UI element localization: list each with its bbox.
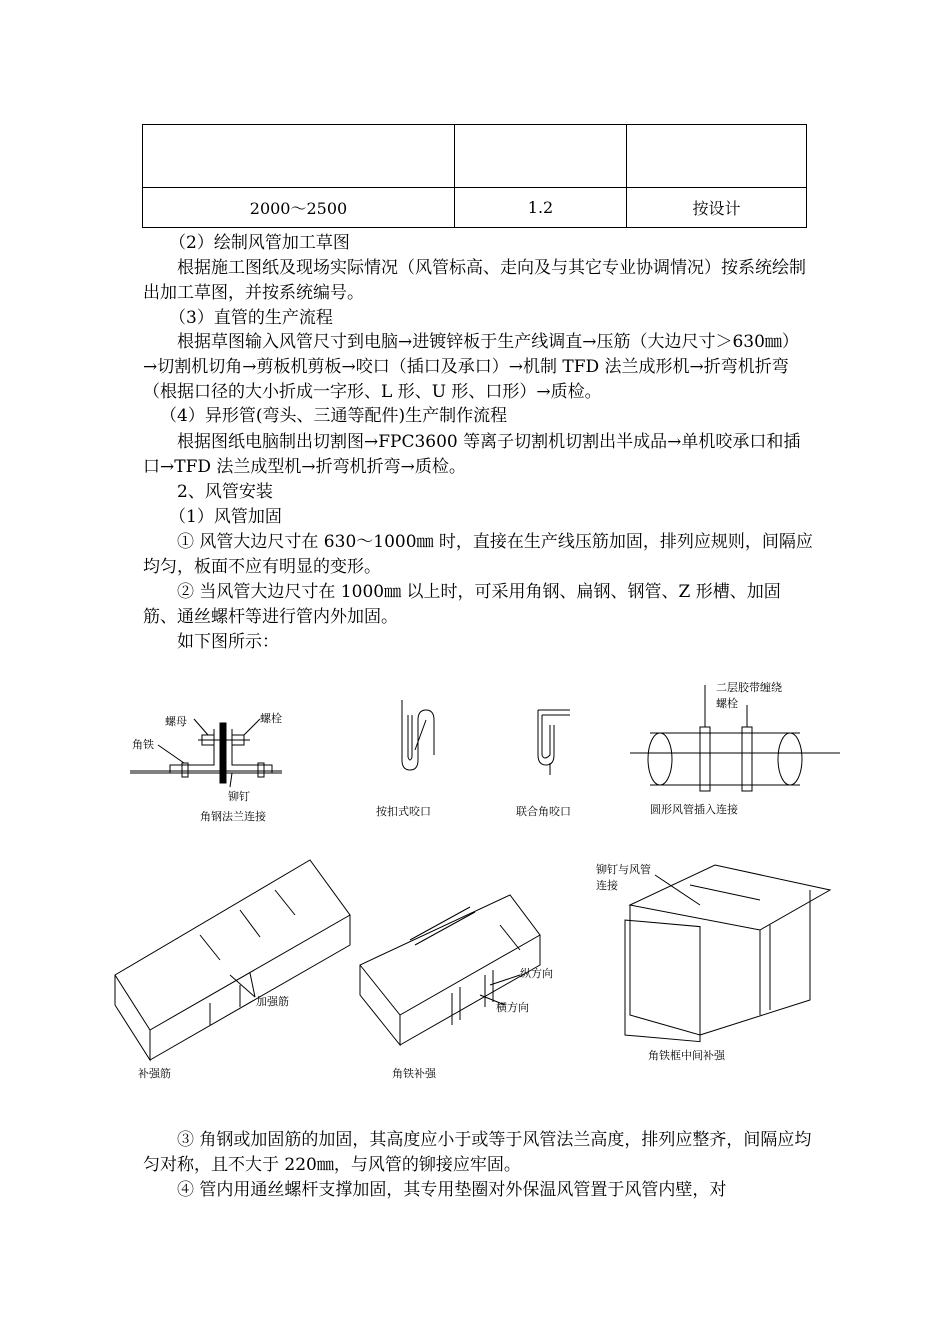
paragraph: 根据施工图纸及现场实际情况（风管标高、走向及与其它专业协调情况）按系统绘制出加工草图，并按系统编号。 — [143, 258, 806, 303]
angle-frame-duct-diagram — [625, 865, 830, 1042]
snap-seam-diagram — [402, 700, 434, 770]
table-cell — [143, 125, 455, 188]
rivet-label: 铆钉 — [228, 790, 250, 803]
corner-seam-diagram — [538, 710, 570, 775]
transverse-label: 横方向 — [496, 1001, 529, 1014]
rivet-duct-label-2: 连接 — [596, 879, 618, 892]
tape-label: 二层胶带缠绕 — [716, 681, 782, 694]
table-cell: 1.2 — [455, 188, 627, 228]
round-caption: 圆形风管插入连接 — [650, 803, 738, 816]
frame-caption: 角铁框中间补强 — [648, 1049, 725, 1062]
angle-flange-diagram — [130, 719, 282, 787]
corner-caption: 联合角咬口 — [516, 805, 571, 818]
paragraph: 根据图纸电脑制出切割图→FPC3600 等离子切割机切割出半成品→单机咬承口和插口→TFD 法兰成型机→折弯机折弯→质检。 — [143, 432, 801, 477]
paragraph: 根据草图输入风管尺寸到电脑→进镀锌板于生产线调直→压筋（大边尺寸＞630㎜）→切割机切角→剪板机剪板→咬口（插口及承口）→机制 TFD 法兰成形机→折弯机折弯（根据口径的大小折成一字形、L 形、U 形、口形）→质检。 — [143, 332, 799, 402]
angle-label: 角铁 — [132, 738, 154, 751]
duct-reinforcement-figure — [110, 675, 840, 1095]
angle-iron-duct-diagram — [360, 895, 540, 1045]
paragraph: ② 当风管大边尺寸在 1000㎜ 以上时，可采用角钢、扁钢、钢管、Z 形槽、加固筋、通丝螺杆等进行管内外加固。 — [143, 582, 781, 627]
snap-caption: 按扣式咬口 — [376, 805, 431, 818]
rivet-duct-label: 铆钉与风管 — [596, 863, 651, 876]
rib-caption: 补强筋 — [138, 1067, 171, 1080]
paragraph: ④ 管内用通丝螺杆支撑加固，其专用垫圈对外保温风管置于风管内壁，对 — [177, 1180, 727, 1200]
table-cell: 按设计 — [627, 188, 807, 228]
longitudinal-label: 纵方向 — [520, 967, 553, 980]
table-cell: 2000～2500 — [143, 188, 455, 228]
rib-duct-diagram — [115, 860, 350, 1060]
paragraph: ① 风管大边尺寸在 630～1000㎜ 时，直接在生产线压筋加固，排列应规则，间隔应均匀，板面不应有明显的变形。 — [143, 532, 813, 577]
angle-caption: 角铁补强 — [392, 1067, 436, 1080]
bolt-label: 螺栓 — [260, 712, 282, 725]
spec-table — [142, 124, 807, 228]
table-cell — [455, 125, 627, 188]
section-heading: （4）异形管(弯头、三通等配件)生产制作流程 — [160, 406, 508, 426]
section-heading: 2、风管安装 — [177, 482, 273, 502]
table-cell — [627, 125, 807, 188]
flange-caption: 角钢法兰连接 — [200, 810, 266, 823]
section-heading: （1）风管加固 — [169, 507, 282, 527]
stiffener-label: 加强筋 — [256, 995, 289, 1008]
section-heading: （2）绘制风管加工草图 — [169, 233, 350, 253]
nut-label: 螺母 — [165, 715, 187, 728]
section-heading: （3）直管的生产流程 — [169, 308, 333, 328]
bolt2-label: 螺栓 — [716, 697, 738, 710]
paragraph: 如下图所示： — [177, 632, 279, 652]
paragraph: ③ 角钢或加固筋的加固，其高度应小于或等于风管法兰高度，排列应整齐，间隔应均匀对称，且不大于 220㎜，与风管的铆接应牢固。 — [143, 1130, 812, 1175]
